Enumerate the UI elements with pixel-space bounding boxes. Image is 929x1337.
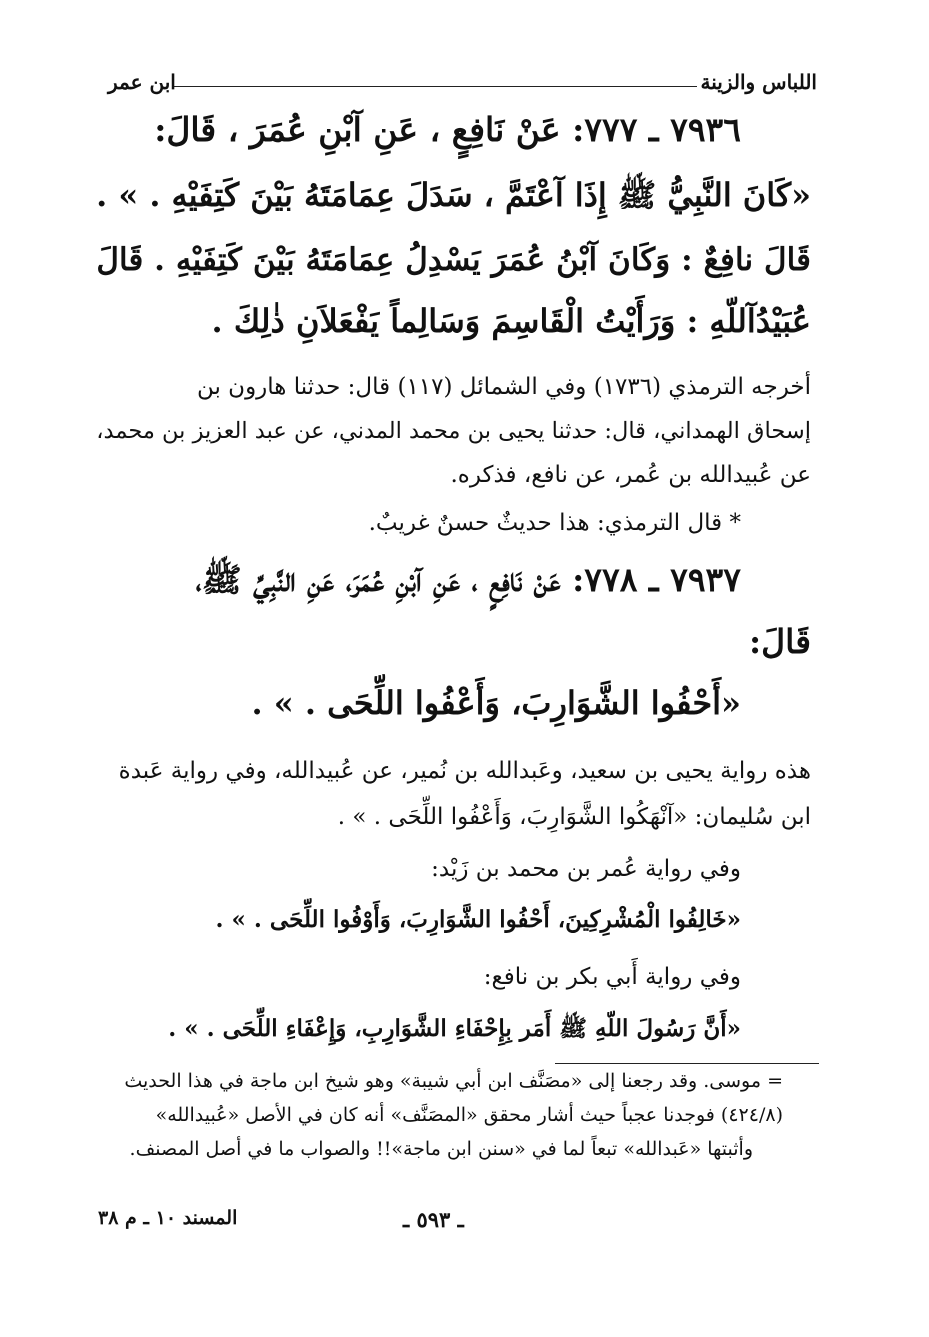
footnote-line-1: = موسى. وقد رجعنا إلى «مصَنَّف ابن أبي شيبة» وهو شيخ ابن ماجة في هذا الحديث xyxy=(124,1070,783,1092)
hadith-7936-line-2: «كَانَ النَّبِيُّ ﷺ إِذَا آعْتَمَّ ، سَدَلَ عِمَامَتَهُ بَيْنَ كَتِفَيْهِ . » . xyxy=(96,176,811,214)
commentary-7936-line-3: عن عُبيدالله بن عُمر، عن نافع، فذكره. xyxy=(450,462,811,488)
hadith-7936-line-3: قَالَ نافِعٌ : وَكَانَ آبْنُ عُمَرَ يَسْدِلُ عِمَامَتَهُ بَيْنَ كَتِفَيْهِ . قَالَ xyxy=(96,242,811,278)
hadith-7937-line-3: «أَحْفُوا الشَّوَارِبَ، وَأَعْفُوا اللِّحَى . » . xyxy=(251,684,741,722)
tirmidhi-grading: * قال الترمذي: هذا حديثٌ حسنٌ غريبٌ. xyxy=(368,510,741,536)
page-number: ـ ٥٩٣ ـ xyxy=(403,1207,464,1232)
hadith-7937-line-2: قَالَ: xyxy=(749,622,811,661)
signature-mark: المسند ١٠ ـ م ٣٨ xyxy=(98,1207,238,1229)
commentary-7937-line-1: هذه رواية يحيى بن سعيد، وعَبدالله بن نُمير، عن عُبيدالله، وفي رواية عَبدة xyxy=(118,758,811,784)
footnote-rule xyxy=(555,1063,819,1064)
footnote-line-2: (٤٢٤/٨) فوجدنا عجباً حيث أشار محقق «المصَنَّف» أنه كان في الأصل «عُبيدالله» xyxy=(155,1104,783,1126)
header-rule xyxy=(172,86,697,87)
chapter-title: اللباس والزينة xyxy=(700,70,817,94)
hadith-7937-line-1: ٧٩٣٧ ـ ٧٧٨: عَنْ نَافِعٍ ، عَنِ آبْنِ عُمَرَ، عَنِ النَّبِيِّ ﷺ، xyxy=(195,560,741,599)
commentary-7937-line-6: «أَنَّ رَسُولَ اللّهِ ﷺ أَمَر بِإِحْفَاءِ الشَّوَارِبِ، وَإِعْفَاءِ اللِّحَى . » . xyxy=(168,1015,741,1042)
section-title: ابن عمر xyxy=(108,70,176,94)
commentary-7937-line-2: ابن سُليمان: «آنْهَكُوا الشَّوَارِبَ، وَأَعْفُوا اللِّحَى . » . xyxy=(337,804,811,830)
commentary-7936-line-1: أخرجه الترمذي (١٧٣٦) وفي الشمائل (١١٧) قال: حدثنا هارون بن xyxy=(196,374,811,400)
commentary-7937-line-3: وفي رواية عُمر بن محمد بن زَيْد: xyxy=(431,856,741,882)
hadith-7936-line-4: عُبَيْدُآللّهِ : وَرَأَيْتُ الْقَاسِمَ وَسَالِماً يَفْعَلاَنِ ذٰلِكَ . xyxy=(211,302,811,340)
hadith-7936-line-1: ٧٩٣٦ ـ ٧٧٧: عَنْ نَافِعٍ ، عَنِ آبْنِ عُمَرَ ، قَالَ: xyxy=(154,110,741,149)
footnote-line-3: وأثبتها «عَبدالله» تبعاً لما في «سنن ابن ماجة»!! والصواب ما في أصل المصنف. xyxy=(129,1138,753,1160)
commentary-7937-line-4: «خَالِفُوا الْمُشْرِكِينَ، أَحْفُوا الشَّوَارِبَ، وَأَوْفُوا اللِّحَى . » . xyxy=(215,906,741,933)
commentary-7936-line-2: إسحاق الهمداني، قال: حدثنا يحيى بن محمد المدني، عن عبد العزيز بن محمد، xyxy=(96,418,811,444)
commentary-7937-line-5: وفي رواية أَبي بكر بن نافع: xyxy=(483,964,741,990)
